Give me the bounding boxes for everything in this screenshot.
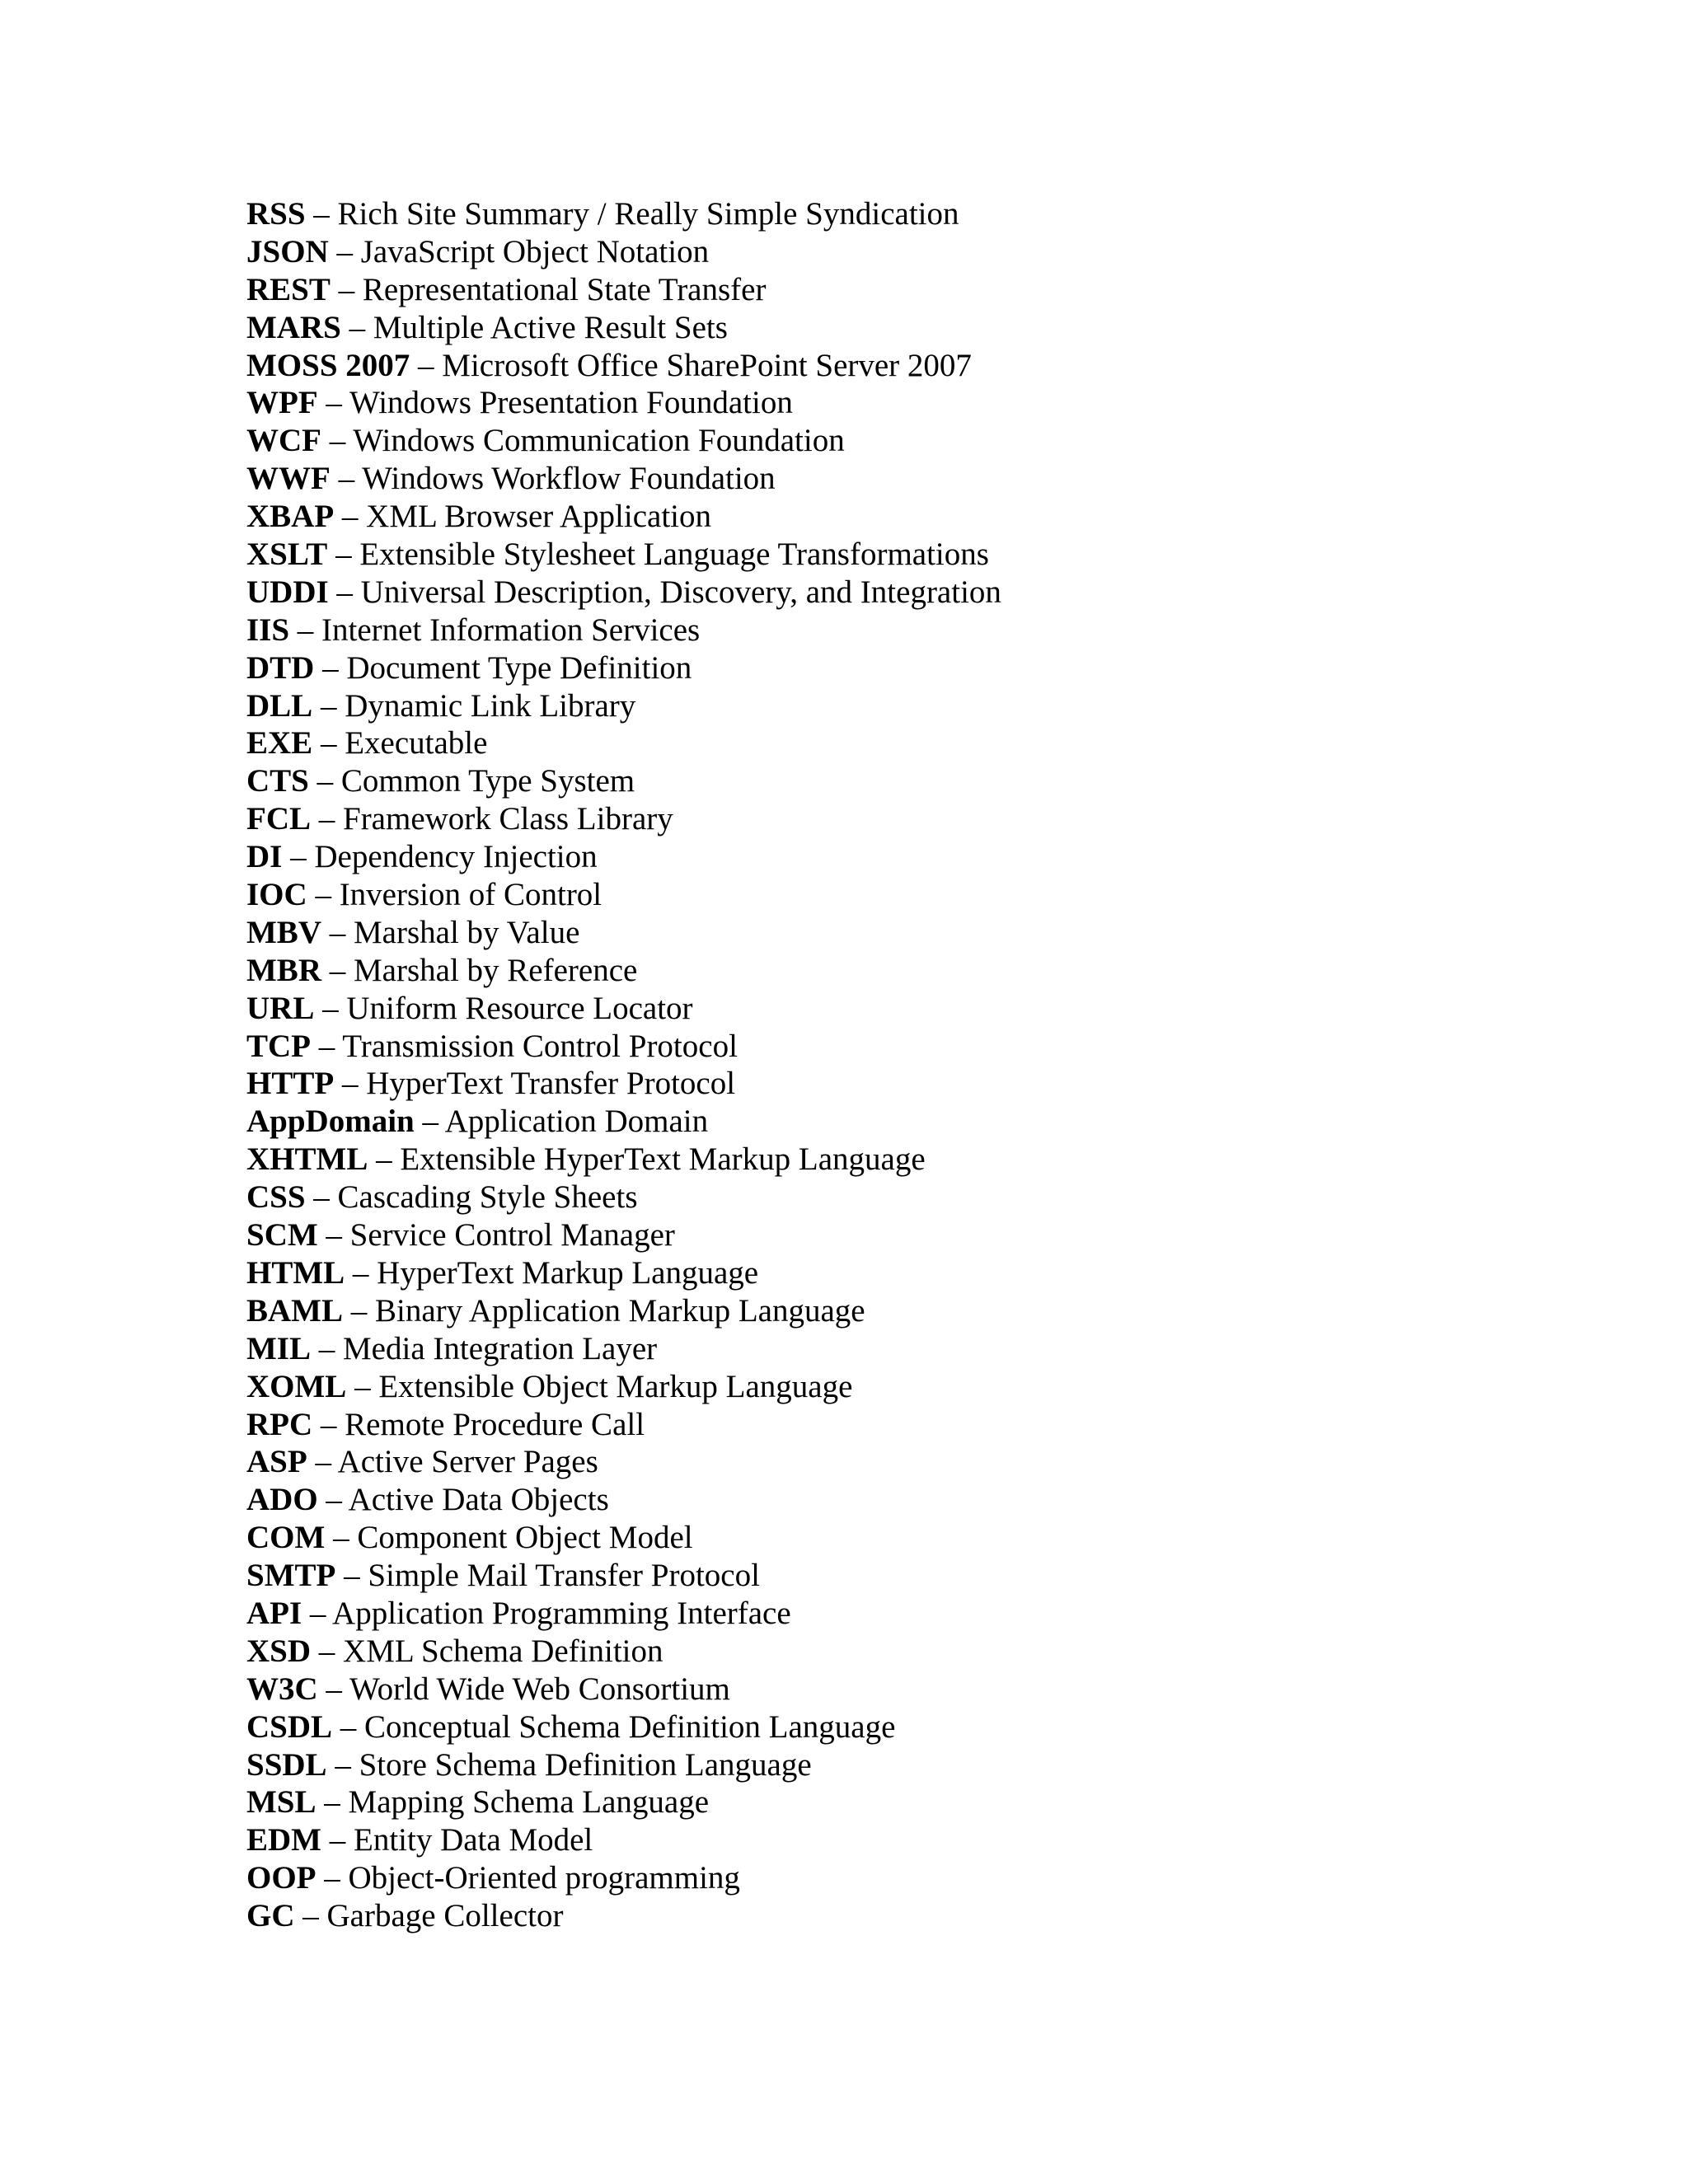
glossary-definition: Binary Application Markup Language	[375, 1292, 865, 1329]
glossary-entry	[246, 649, 1001, 687]
glossary-definition: Dynamic Link Library	[345, 687, 636, 724]
glossary-separator: –	[334, 1066, 367, 1102]
glossary-term: WPF	[246, 385, 318, 421]
glossary-separator: –	[317, 1671, 349, 1707]
glossary-entry	[246, 1103, 1001, 1141]
glossary-term: XBAP	[246, 499, 335, 535]
glossary-entry	[246, 800, 1001, 838]
glossary-definition: Executable	[345, 725, 488, 762]
glossary-entry	[246, 574, 1001, 612]
glossary-term: AppDomain	[246, 1104, 415, 1140]
glossary-definition: Mapping Schema Language	[348, 1784, 710, 1821]
glossary-separator: –	[321, 914, 354, 950]
glossary-separator: –	[311, 1330, 343, 1366]
glossary-separator: –	[325, 1520, 358, 1556]
glossary-definition: Remote Procedure Call	[345, 1406, 645, 1442]
glossary-term: REST	[246, 271, 331, 307]
glossary-definition: Rich Site Summary / Really Simple Syndication	[337, 196, 959, 232]
glossary-definition: Application Programming Interface	[332, 1595, 791, 1631]
glossary-term: SCM	[246, 1217, 318, 1254]
glossary-entry	[246, 952, 1001, 990]
glossary-entry	[246, 536, 1001, 574]
glossary-term: ADO	[246, 1482, 318, 1518]
glossary-entry	[246, 1708, 1001, 1746]
glossary-term: CSS	[246, 1179, 306, 1216]
glossary-entry	[246, 724, 1001, 762]
glossary-separator: –	[316, 1860, 349, 1896]
glossary-term: MBR	[246, 952, 321, 988]
glossary-entry	[246, 309, 1001, 347]
glossary-entry	[246, 1141, 1001, 1179]
glossary-entry	[246, 1292, 1001, 1330]
glossary-definition: Store Schema Definition Language	[359, 1746, 812, 1783]
glossary-definition: Transmission Control Protocol	[342, 1028, 738, 1064]
glossary-definition: Cascading Style Sheets	[337, 1179, 638, 1216]
glossary-term: JSON	[246, 233, 329, 269]
glossary-entry	[246, 914, 1001, 952]
glossary-separator: –	[305, 1179, 338, 1216]
glossary-term: XSD	[246, 1633, 312, 1669]
glossary-separator: –	[332, 1708, 365, 1745]
glossary-entry	[246, 422, 1001, 460]
glossary-entry	[246, 687, 1001, 725]
glossary-term: URL	[246, 990, 315, 1026]
glossary-definition: Microsoft Office SharePoint Server 2007	[442, 347, 972, 383]
glossary-term: EXE	[246, 725, 313, 762]
glossary-definition: Entity Data Model	[354, 1822, 593, 1858]
glossary-term: RSS	[246, 196, 306, 232]
glossary-entry	[246, 612, 1001, 649]
glossary-separator: –	[330, 461, 363, 497]
glossary-separator: –	[311, 801, 343, 837]
glossary-term: ASP	[246, 1444, 307, 1480]
glossary-entry	[246, 1671, 1001, 1708]
glossary-definition: Common Type System	[340, 763, 635, 799]
glossary-term: MBV	[246, 914, 321, 950]
glossary-entry	[246, 1897, 1001, 1935]
glossary-entry	[246, 271, 1001, 309]
glossary-entry	[246, 1028, 1001, 1066]
glossary-separator: –	[314, 990, 347, 1026]
glossary-definition: Service Control Manager	[349, 1217, 675, 1254]
glossary-definition: Uniform Resource Locator	[346, 990, 693, 1026]
glossary-separator: –	[414, 1104, 445, 1140]
glossary-term: GC	[246, 1898, 295, 1934]
glossary-entry	[246, 1368, 1001, 1406]
glossary-term: DTD	[246, 649, 315, 686]
glossary-entry	[246, 1254, 1001, 1292]
glossary-entry	[246, 233, 1001, 271]
glossary-definition: Extensible HyperText Markup Language	[400, 1141, 926, 1178]
glossary-definition: XML Browser Application	[366, 499, 712, 535]
glossary-separator: –	[311, 1028, 343, 1064]
glossary-definition: Extensible Stylesheet Language Transformations	[359, 537, 989, 573]
glossary-entry	[246, 1519, 1001, 1557]
glossary-separator: –	[326, 1746, 359, 1783]
glossary-entry	[246, 384, 1001, 422]
glossary-separator: –	[302, 1595, 333, 1631]
glossary-separator: –	[328, 233, 361, 269]
glossary-entry	[246, 1065, 1001, 1103]
glossary-term: XHTML	[246, 1141, 368, 1178]
glossary-term: IIS	[246, 612, 290, 648]
glossary-definition: HyperText Transfer Protocol	[366, 1066, 736, 1102]
glossary-term: SMTP	[246, 1558, 336, 1594]
glossary-separator: –	[368, 1141, 401, 1178]
glossary-definition: Component Object Model	[357, 1520, 693, 1556]
glossary-separator: –	[327, 537, 360, 573]
glossary-term: API	[246, 1595, 302, 1631]
glossary-term: WWF	[246, 461, 331, 497]
acronym-glossary-list	[246, 195, 1001, 1935]
glossary-entry	[246, 990, 1001, 1028]
glossary-entry	[246, 1557, 1001, 1595]
glossary-separator: –	[321, 1822, 354, 1858]
glossary-term: DLL	[246, 687, 313, 724]
glossary-term: RPC	[246, 1406, 313, 1442]
glossary-definition: JavaScript Object Notation	[360, 233, 710, 269]
glossary-separator: –	[312, 687, 345, 724]
glossary-term: FCL	[246, 801, 311, 837]
glossary-definition: Inversion of Control	[339, 877, 603, 913]
glossary-term: XSLT	[246, 537, 328, 573]
glossary-separator: –	[308, 763, 341, 799]
glossary-term: COM	[246, 1520, 326, 1556]
glossary-separator: –	[330, 271, 363, 307]
glossary-definition: Framework Class Library	[343, 801, 673, 837]
glossary-term: CSDL	[246, 1708, 333, 1745]
glossary-separator: –	[294, 1898, 327, 1934]
glossary-definition: Marshal by Reference	[354, 952, 638, 988]
glossary-term: DI	[246, 839, 283, 875]
glossary-entry	[246, 1821, 1001, 1859]
glossary-entry	[246, 1179, 1001, 1216]
glossary-entry	[246, 498, 1001, 536]
glossary-separator: –	[334, 499, 367, 535]
glossary-term: UDDI	[246, 574, 329, 610]
glossary-definition: Document Type Definition	[346, 649, 692, 686]
glossary-definition: XML Schema Definition	[343, 1633, 663, 1669]
glossary-separator: –	[312, 1406, 345, 1442]
glossary-separator: –	[312, 725, 345, 762]
glossary-separator: –	[307, 877, 340, 913]
glossary-definition: Windows Workflow Foundation	[362, 461, 776, 497]
glossary-term: OOP	[246, 1860, 316, 1896]
glossary-entry	[246, 1406, 1001, 1444]
glossary-definition: Media Integration Layer	[343, 1330, 658, 1366]
glossary-separator: –	[307, 1444, 338, 1480]
glossary-definition: Internet Information Services	[321, 612, 701, 648]
glossary-definition: Universal Description, Discovery, and Integration	[360, 574, 1001, 610]
glossary-entry	[246, 1443, 1001, 1481]
glossary-separator: –	[335, 1558, 368, 1594]
glossary-entry	[246, 195, 1001, 233]
glossary-definition: World Wide Web Consortium	[349, 1671, 730, 1707]
glossary-term: MSL	[246, 1784, 316, 1821]
glossary-definition: Active Data Objects	[348, 1482, 609, 1518]
glossary-definition: Object-Oriented programming	[348, 1860, 740, 1896]
glossary-definition: Windows Presentation Foundation	[349, 385, 793, 421]
glossary-term: CTS	[246, 763, 309, 799]
glossary-term: XOML	[246, 1368, 347, 1404]
glossary-entry	[246, 347, 1001, 385]
glossary-term: IOC	[246, 877, 307, 913]
glossary-entry	[246, 1481, 1001, 1519]
glossary-separator: –	[321, 952, 354, 988]
glossary-definition: Dependency Injection	[314, 839, 598, 875]
glossary-separator: –	[305, 196, 338, 232]
glossary-term: WCF	[246, 423, 321, 459]
glossary-definition: Marshal by Value	[354, 914, 580, 950]
glossary-definition: Extensible Object Markup Language	[378, 1368, 853, 1404]
glossary-definition: HyperText Markup Language	[377, 1254, 759, 1291]
glossary-definition: Simple Mail Transfer Protocol	[368, 1558, 760, 1594]
glossary-entry	[246, 1633, 1001, 1671]
glossary-definition: Representational State Transfer	[362, 271, 767, 307]
glossary-entry	[246, 460, 1001, 498]
glossary-entry	[246, 1595, 1001, 1633]
glossary-entry	[246, 1216, 1001, 1254]
glossary-entry	[246, 1859, 1001, 1897]
glossary-separator: –	[410, 347, 443, 383]
glossary-separator: –	[317, 1482, 349, 1518]
glossary-separator: –	[314, 649, 347, 686]
glossary-term: MARS	[246, 309, 341, 345]
glossary-definition: Application Domain	[444, 1104, 709, 1140]
glossary-term: EDM	[246, 1822, 321, 1858]
glossary-entry	[246, 762, 1001, 800]
glossary-term: MIL	[246, 1330, 311, 1366]
glossary-entry	[246, 1330, 1001, 1368]
glossary-separator: –	[328, 574, 361, 610]
glossary-term: TCP	[246, 1028, 311, 1064]
glossary-separator: –	[346, 1368, 379, 1404]
glossary-term: BAML	[246, 1292, 343, 1329]
glossary-separator: –	[311, 1633, 344, 1669]
glossary-separator: –	[317, 1217, 350, 1254]
glossary-separator: –	[317, 385, 349, 421]
glossary-definition: Active Server Pages	[337, 1444, 598, 1480]
glossary-separator: –	[340, 309, 373, 345]
glossary-separator: –	[345, 1254, 377, 1291]
glossary-definition: Windows Communication Foundation	[353, 423, 845, 459]
glossary-separator: –	[321, 423, 354, 459]
glossary-entry	[246, 838, 1001, 876]
glossary-term: MOSS 2007	[246, 347, 410, 383]
glossary-definition: Conceptual Schema Definition Language	[364, 1708, 896, 1745]
glossary-separator: –	[282, 839, 315, 875]
glossary-separator: –	[343, 1292, 375, 1329]
glossary-term: HTML	[246, 1254, 345, 1291]
glossary-term: W3C	[246, 1671, 318, 1707]
glossary-term: SSDL	[246, 1746, 327, 1783]
glossary-definition: Multiple Active Result Sets	[373, 309, 728, 345]
glossary-separator: –	[316, 1784, 349, 1821]
glossary-separator: –	[289, 612, 322, 648]
glossary-entry	[246, 1746, 1001, 1784]
glossary-definition: Garbage Collector	[326, 1898, 564, 1934]
glossary-entry	[246, 1783, 1001, 1821]
glossary-entry	[246, 876, 1001, 914]
glossary-term: HTTP	[246, 1066, 335, 1102]
